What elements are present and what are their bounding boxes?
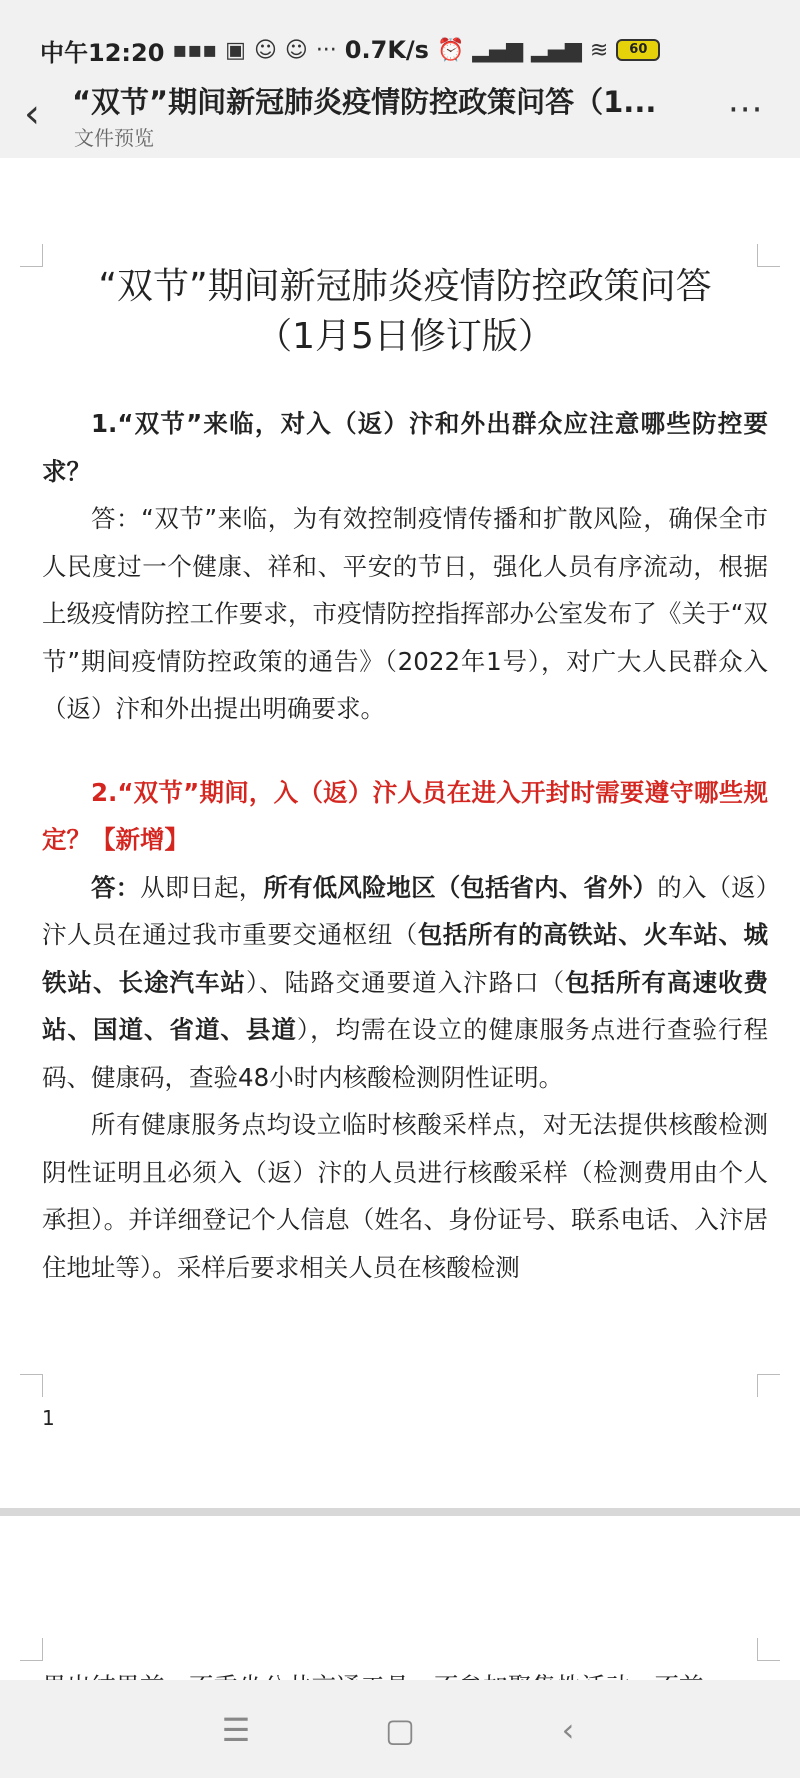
- document-body: [42, 262, 768, 1291]
- app-notification-icon-2: ☺: [284, 37, 308, 63]
- home-icon[interactable]: ▢: [384, 1711, 416, 1749]
- clock: 中午12:20: [40, 38, 165, 67]
- answer-2-bold: 包括所有的高铁站、火车站、城铁站、长途汽车站: [42, 920, 769, 997]
- page-corner-mark: [20, 1638, 43, 1661]
- answer-2-text: 的入（返）汴人员在通过我市重要交通枢纽（: [42, 872, 769, 949]
- page-corner-mark: [757, 1638, 780, 1661]
- page-subtitle: 文件预览: [74, 126, 154, 150]
- menu-icon[interactable]: ☰: [221, 1711, 251, 1749]
- back-icon[interactable]: ‹: [561, 1711, 575, 1749]
- signal-icon-2: ▂▄▆: [531, 37, 582, 63]
- more-options-icon[interactable]: ···: [728, 90, 764, 130]
- answer-2-text: ）、陆路交通要道入汴路口（: [245, 967, 566, 997]
- back-arrow-icon[interactable]: ‹: [24, 91, 40, 137]
- document-page[interactable]: [0, 158, 800, 1510]
- answer-2-text: ），均需在设立的健康服务点进行查验行程码、健康码，查验48小时内核酸检测阴性证明。: [42, 1015, 769, 1092]
- answer-2-prefix: 答：: [91, 872, 141, 902]
- answer-2-text: 从即日起，: [140, 872, 264, 902]
- answer-2-bold: 所有低风险地区（包括省内、省外）: [263, 872, 658, 902]
- answer-3: 所有健康服务点均设立临时核酸采样点，对无法提供核酸检测阴性证明且必须入（返）汴的人员进行核酸采样（检测费用由个人承担）。并详细登记个人信息（姓名、身份证号、联系电话、入汴居住地址等）。采样后要求相关人员在核酸检测: [42, 1110, 768, 1282]
- answer-2: [42, 864, 768, 1102]
- battery-icon: 60: [616, 39, 660, 61]
- network-speed: 0.7K/s: [344, 36, 429, 64]
- app-notification-icon: ☺: [253, 37, 277, 63]
- page-separator: [0, 1508, 800, 1516]
- alarm-icon: ⏰: [436, 37, 465, 63]
- document-title-line2: （1月5日修订版）: [256, 316, 554, 357]
- answer-1: 答：“双节”来临，为有效控制疫情传播和扩散风险，确保全市人民度过一个健康、祥和、平安的节日，强化人员有序流动，根据上级疫情防控工作要求，市疫情防控指挥部办公室发布了《关于“双节”期间疫情防控政策的通告》（2022年1号），对广大人民群众入（返）汴和外出提出明确要求。: [42, 504, 768, 723]
- system-nav-bar: [0, 1680, 800, 1778]
- page-number: 1: [42, 1406, 55, 1430]
- question-1: 1.“双节”来临，对入（返）汴和外出群众应注意哪些防控要求？: [42, 409, 768, 486]
- document-title: [42, 262, 768, 362]
- page-corner-mark: [20, 244, 43, 267]
- page-corner-mark: [757, 1374, 780, 1397]
- answer-2-bold: 包括所有高速收费站、国道、省道、县道: [42, 967, 769, 1044]
- document-title-line1: “双节”期间新冠肺炎疫情防控政策问答: [98, 266, 712, 307]
- status-bar: [40, 30, 660, 70]
- question-2: 2.“双节”期间，入（返）汴人员在进入开封时需要遵守哪些规定？【新增】: [42, 777, 768, 854]
- calendar-notification-icon: ▣: [225, 37, 246, 63]
- document-page-2[interactable]: [0, 1516, 800, 1680]
- page-title: “双节”期间新冠肺炎疫情防控政策问答（1...: [72, 85, 657, 119]
- more-notifications-icon: ···: [315, 37, 337, 63]
- top-bar: [0, 0, 800, 158]
- chat-notification-icon: ▪▪▪: [172, 37, 218, 63]
- wifi-icon: ≋: [589, 37, 609, 63]
- page-corner-mark: [20, 1374, 43, 1397]
- signal-icon: ▂▄▆: [472, 37, 524, 63]
